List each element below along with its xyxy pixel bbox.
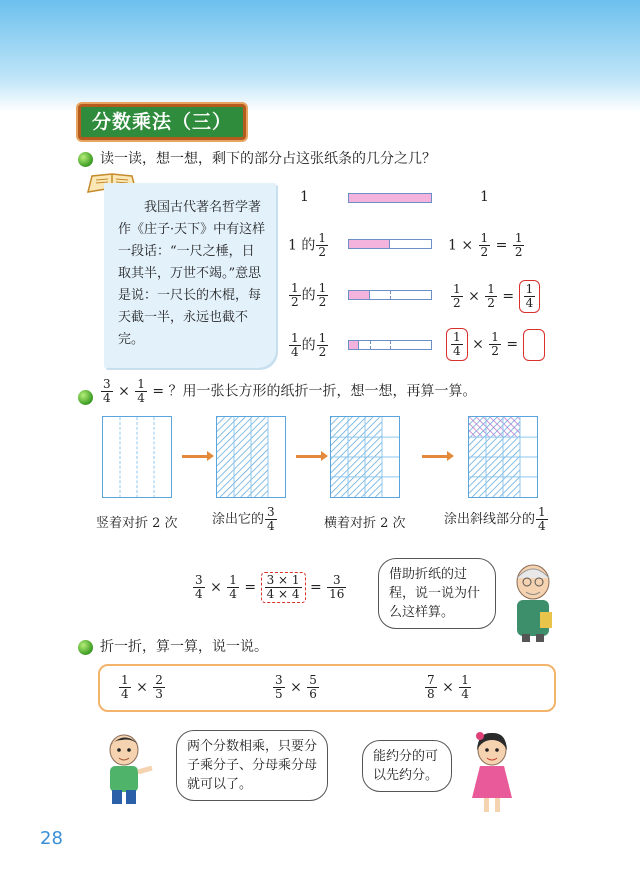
arrow-icon (182, 455, 208, 458)
bullet-icon (78, 390, 93, 405)
teacher-speech-bubble: 借助折纸的过程，说一说为什么这样算。 (378, 558, 496, 629)
step-2-caption: 涂出它的 $\frac{3}{4}$ (212, 505, 275, 533)
bullet-icon (78, 640, 93, 655)
bullet-icon (78, 152, 93, 167)
row4-equation: $\frac{1}{4}$ × $\frac{1}{2}$ = (446, 328, 545, 361)
boy-character (96, 728, 156, 808)
teacher-character (502, 560, 564, 644)
question-1-prompt: 读一读，想一想，剩下的部分占这张纸条的几分之几？ (100, 151, 436, 167)
step-1-caption: 竖着对折 2 次 (96, 516, 178, 531)
strip-quarter (348, 290, 432, 300)
strip-half (348, 239, 432, 249)
exercise-1: $\frac{1}{4}$ × $\frac{2}{3}$ (121, 673, 163, 701)
exercise-2: $\frac{3}{5}$ × $\frac{5}{6}$ (275, 673, 317, 701)
row1-label: 1 (300, 189, 309, 205)
paper-double-shaded (468, 416, 538, 498)
strip-whole (348, 193, 432, 203)
row2-equation: 1 × $\frac{1}{2}$ = $\frac{1}{2}$ (448, 231, 523, 259)
row4-label: $\frac{1}{4}$ 的 $\frac{1}{2}$ (291, 331, 327, 359)
question-2-prompt: $\frac{3}{4}$ × $\frac{1}{4}$ = ？用一张长方形的纸折一折，想一想，再算一算。 (103, 377, 477, 405)
exercise-panel (98, 664, 556, 712)
lesson-title: 分数乘法（三） (78, 104, 246, 140)
paper-shaded-three-quarters (216, 416, 286, 498)
paper-folded-vertical (102, 416, 172, 498)
history-note (104, 183, 276, 368)
step-4-caption: 涂出斜线部分的 $\frac{1}{4}$ (444, 505, 546, 533)
girl-character (460, 728, 524, 816)
calculation: $\frac{3}{4}$ × $\frac{1}{4}$ = $\frac{3 \times 1}{4 \times 4}$ = $\frac{3}{16}$ (195, 573, 345, 601)
row3-equation: $\frac{1}{2}$ × $\frac{1}{2}$ = $\frac{1}{4}$ (450, 280, 540, 313)
paper-folded-horizontal (330, 416, 400, 498)
answer-blank[interactable] (523, 329, 545, 361)
step-3-caption: 横着对折 2 次 (324, 516, 406, 531)
arrow-icon (296, 455, 322, 458)
page-number: 28 (40, 828, 63, 849)
header-band (0, 0, 640, 112)
boy-speech-bubble: 两个分数相乘，只要分子乘分子、分母乘分母就可以了。 (176, 730, 328, 801)
strip-eighth (348, 340, 432, 350)
row3-label: $\frac{1}{2}$ 的 $\frac{1}{2}$ (291, 281, 327, 309)
note-text: 我国古代著名哲学著作《庄子·天下》中有这样一段话：“一尺之棰，日取其半，万世不竭。”意思是说：一尺长的木棍，每天截一半，永远也截不完。 (118, 200, 266, 347)
exercise-3: $\frac{7}{8}$ × $\frac{1}{4}$ (427, 673, 469, 701)
question-3-prompt: 折一折，算一算，说一说。 (100, 639, 268, 655)
arrow-icon (422, 455, 448, 458)
girl-speech-bubble: 能约分的可以先约分。 (362, 740, 452, 792)
row2-label: 1 的 $\frac{1}{2}$ (288, 231, 326, 259)
row1-result: 1 (480, 189, 489, 205)
